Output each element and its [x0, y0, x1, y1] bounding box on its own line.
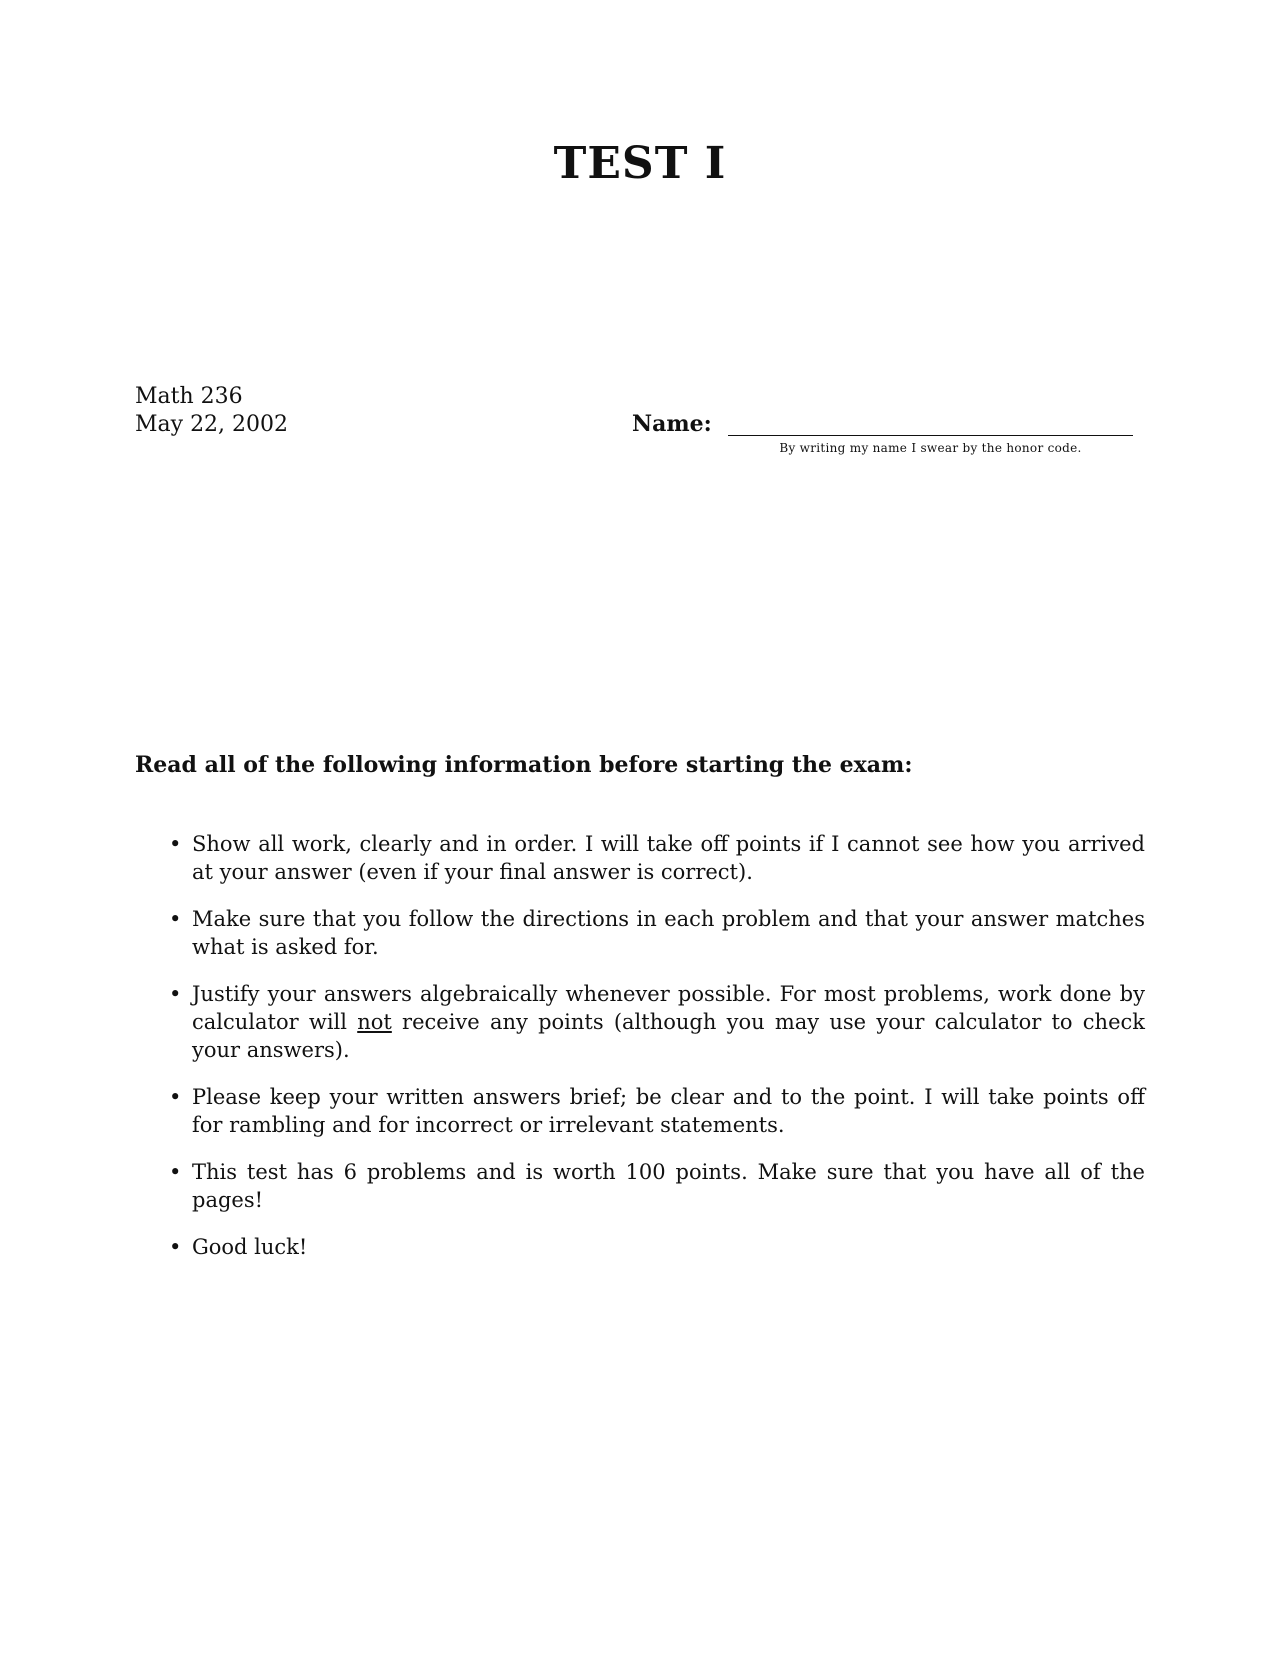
instruction-problem-count: [135, 1158, 1145, 1214]
instruction-underlined-word: not: [357, 1010, 392, 1034]
bullet-icon: •: [169, 1235, 182, 1259]
bullet-icon: •: [169, 907, 182, 931]
exam-date: May 22, 2002: [135, 412, 289, 437]
bullet-icon: •: [169, 1160, 182, 1184]
name-label: Name:: [632, 411, 712, 437]
page-title: TEST I: [553, 138, 727, 189]
name-signature-line: [728, 435, 1133, 436]
instruction-text-start: Justify your answers algebraically whenever possible. For most problems, work done by calculator will: [192, 982, 1145, 1034]
instruction-follow-directions: [135, 905, 1145, 961]
instruction-text-end: receive any points (although you may use your calculator to check your answers).: [192, 1010, 1145, 1062]
course-info: [135, 383, 288, 439]
instruction-text: This test has 6 problems and is worth 100 points. Make sure that you have all of the pages!: [192, 1160, 1145, 1212]
bullet-icon: •: [169, 1085, 182, 1109]
instruction-justify-answers: [135, 980, 1145, 1064]
instruction-text: Make sure that you follow the directions in each problem and that your answer matches what is asked for.: [192, 907, 1145, 959]
instructions-list: [135, 830, 1145, 1280]
bullet-icon: •: [169, 832, 182, 856]
honor-code-note: By writing my name I swear by the honor code.: [779, 441, 1082, 455]
bullet-icon: •: [169, 982, 182, 1006]
instruction-text: Show all work, clearly and in order. I will take off points if I cannot see how you arrived at your answer (even if your final answer is correct).: [192, 832, 1145, 884]
instruction-keep-brief: [135, 1083, 1145, 1139]
name-field: [632, 411, 1137, 471]
instruction-text: Good luck!: [192, 1235, 308, 1259]
instruction-good-luck: [135, 1233, 1145, 1261]
instructions-heading: Read all of the following information before starting the exam:: [135, 752, 913, 778]
instruction-text: Please keep your written answers brief; be clear and to the point. I will take points off for rambling and for incorrect or irrelevant statements.: [192, 1085, 1145, 1137]
course-name: Math 236: [135, 384, 243, 409]
instruction-show-work: [135, 830, 1145, 886]
